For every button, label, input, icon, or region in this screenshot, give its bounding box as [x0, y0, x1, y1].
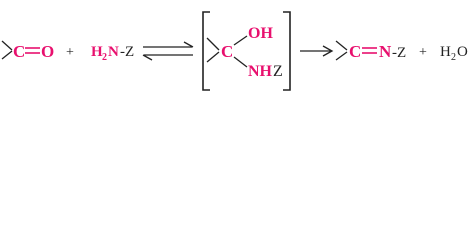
int-hydroxyl: OH	[248, 25, 273, 42]
oxygen-atom: O	[41, 42, 55, 61]
carbinolamine-intermediate	[203, 12, 290, 90]
amine-h: H	[91, 44, 103, 60]
water-h: H	[440, 44, 451, 60]
amine-subscript: 2	[102, 52, 107, 63]
amine-n: N	[108, 44, 119, 60]
int-bond-lower-left	[207, 52, 219, 62]
int-amine-z: Z	[273, 63, 283, 80]
int-bond-upper-left	[207, 38, 219, 50]
product-arrow	[300, 46, 332, 56]
bond-lower	[2, 51, 12, 59]
amine-z: -Z	[120, 44, 135, 60]
water-product	[440, 44, 468, 63]
reaction-svg	[0, 0, 475, 101]
reverse-arrow-head	[143, 55, 152, 60]
int-bond-nh	[234, 57, 247, 67]
prod-z: -Z	[392, 45, 407, 61]
equilibrium-arrows	[143, 42, 193, 60]
amine-reactant	[91, 44, 134, 63]
prod-bond-lower	[336, 52, 347, 60]
left-bracket	[203, 12, 210, 90]
imine-product	[336, 41, 406, 61]
carbon-atom: C	[13, 42, 26, 61]
bond-upper	[2, 41, 12, 50]
water-subscript: 2	[451, 52, 456, 63]
prod-bond-upper	[336, 41, 347, 50]
prod-carbon: C	[349, 42, 362, 61]
water-o: O	[457, 44, 468, 60]
int-bond-oh	[234, 36, 247, 45]
forward-arrow-head	[184, 42, 193, 47]
reaction-scheme	[0, 0, 475, 101]
right-bracket	[283, 12, 290, 90]
int-carbon: C	[221, 42, 234, 61]
plus-sign-1: +	[66, 45, 74, 60]
plus-sign-2: +	[419, 45, 427, 60]
int-amine-n: NH	[248, 63, 272, 80]
prod-nitrogen: N	[379, 42, 392, 61]
carbonyl-reactant	[2, 41, 54, 61]
